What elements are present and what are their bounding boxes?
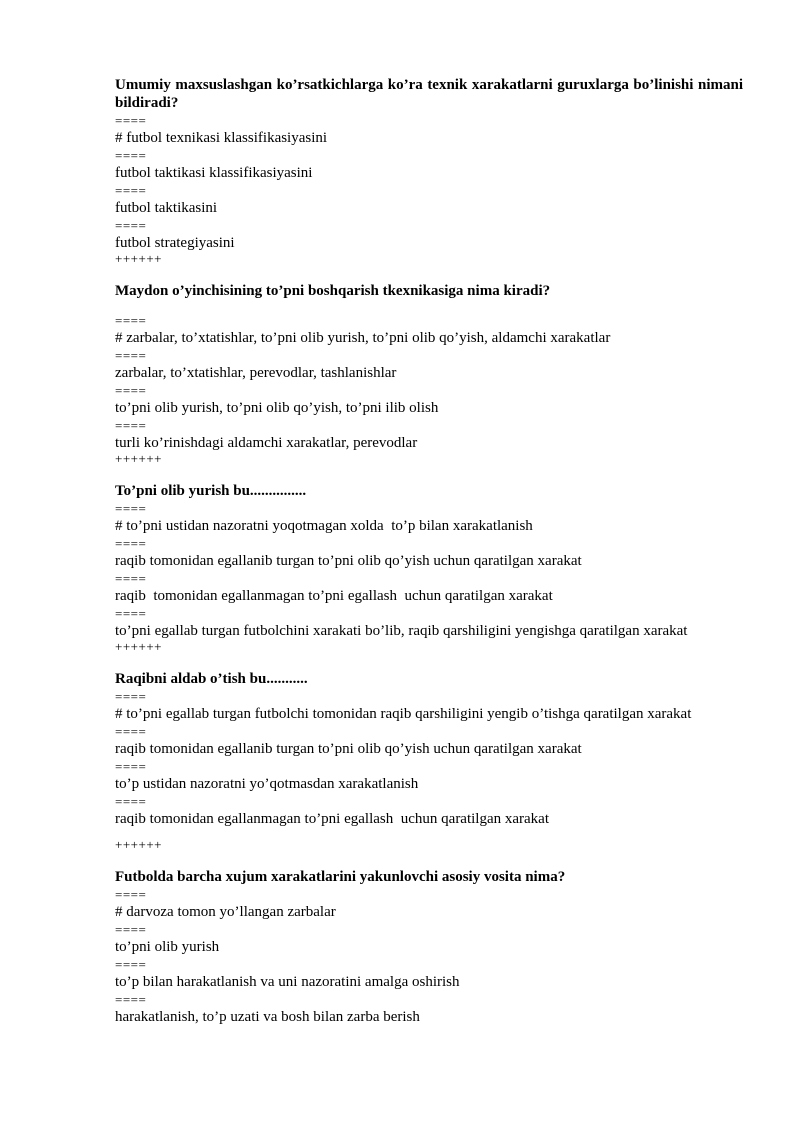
separator: ==== (115, 383, 147, 398)
question-block (115, 76, 743, 266)
separator: ==== (115, 724, 147, 739)
answer-correct: # darvoza tomon yo’llangan zarbalar (115, 904, 336, 920)
answer-correct: # zarbalar, to’xtatishlar, to’pni olib yurish, to’pni olib qo’yish, aldamchi xarakatlar (115, 330, 611, 346)
answer-option: to’pni egallab turgan futbolchini xarakati bo’lib, raqib qarshiligini yengishga qaratilgan xarakat (115, 623, 688, 639)
answer-option: to’p ustidan nazoratni yo’qotmasdan xarakatlanish (115, 776, 419, 792)
answer-option: harakatlanish, to’p uzati va bosh bilan zarba berish (115, 1009, 420, 1025)
question-block (115, 670, 743, 852)
separator: ==== (115, 887, 147, 902)
end-marker: ++++++ (115, 451, 162, 466)
separator: ==== (115, 418, 147, 433)
separator: ==== (115, 536, 147, 551)
separator: ==== (115, 606, 147, 621)
separator: ==== (115, 571, 147, 586)
end-marker: ++++++ (115, 639, 162, 654)
separator: ==== (115, 922, 147, 937)
end-marker: ++++++ (115, 251, 162, 266)
answer-correct: # to’pni egallab turgan futbolchi tomonidan raqib qarshiligini yengib o’tishga qaratilgan xarakat (115, 706, 692, 722)
question-block (115, 868, 743, 1026)
question-text: Futbolda barcha xujum xarakatlarini yakunlovchi asosiy vosita nima? (115, 869, 566, 885)
answer-option: to’pni olib yurish, to’pni olib qo’yish, to’pni ilib olish (115, 400, 439, 416)
separator: ==== (115, 501, 147, 516)
separator: ==== (115, 794, 147, 809)
answer-option: raqib tomonidan egallanmagan to’pni egallash uchun qaratilgan xarakat (115, 588, 553, 604)
separator: ==== (115, 183, 147, 198)
question-block (115, 482, 743, 654)
answer-option: to’pni olib yurish (115, 939, 220, 955)
answer-option: futbol taktikasini (115, 200, 218, 216)
answer-option: zarbalar, to’xtatishlar, perevodlar, tashlanishlar (115, 365, 397, 381)
separator: ==== (115, 218, 147, 233)
question-text: Raqibni aldab o’tish bu........... (115, 671, 308, 687)
separator: ==== (115, 759, 147, 774)
question-block (115, 282, 743, 466)
answer-option: futbol taktikasi klassifikasiyasini (115, 165, 313, 181)
answer-option: to’p bilan harakatlanish va uni nazoratini amalga oshirish (115, 974, 460, 990)
answer-option: raqib tomonidan egallanmagan to’pni egallash uchun qaratilgan xarakat (115, 811, 550, 827)
separator: ==== (115, 348, 147, 363)
separator: ==== (115, 957, 147, 972)
question-text: To’pni olib yurish bu............... (115, 483, 307, 499)
end-marker: ++++++ (115, 837, 162, 852)
test-document (115, 76, 743, 1026)
answer-option: futbol strategiyasini (115, 235, 235, 251)
question-text: Umumiy maxsuslashgan ko’rsatkichlarga ko’ra texnik xarakatlarni guruxlarga bo’linishi nimani bildiradi? (115, 77, 743, 111)
separator: ==== (115, 689, 147, 704)
answer-correct: # to’pni ustidan nazoratni yoqotmagan xolda to’p bilan xarakatlanish (115, 518, 533, 534)
separator: ==== (115, 113, 147, 128)
separator: ==== (115, 313, 147, 328)
separator: ==== (115, 148, 147, 163)
answer-option: turli ko’rinishdagi aldamchi xarakatlar, perevodlar (115, 435, 418, 451)
answer-correct: # futbol texnikasi klassifikasiyasini (115, 130, 328, 146)
answer-option: raqib tomonidan egallanib turgan to’pni olib qo’yish uchun qaratilgan xarakat (115, 553, 582, 569)
separator: ==== (115, 992, 147, 1007)
answer-option: raqib tomonidan egallanib turgan to’pni olib qo’yish uchun qaratilgan xarakat (115, 741, 582, 757)
question-text: Maydon o’yinchisining to’pni boshqarish tkexnikasiga nima kiradi? (115, 283, 551, 299)
